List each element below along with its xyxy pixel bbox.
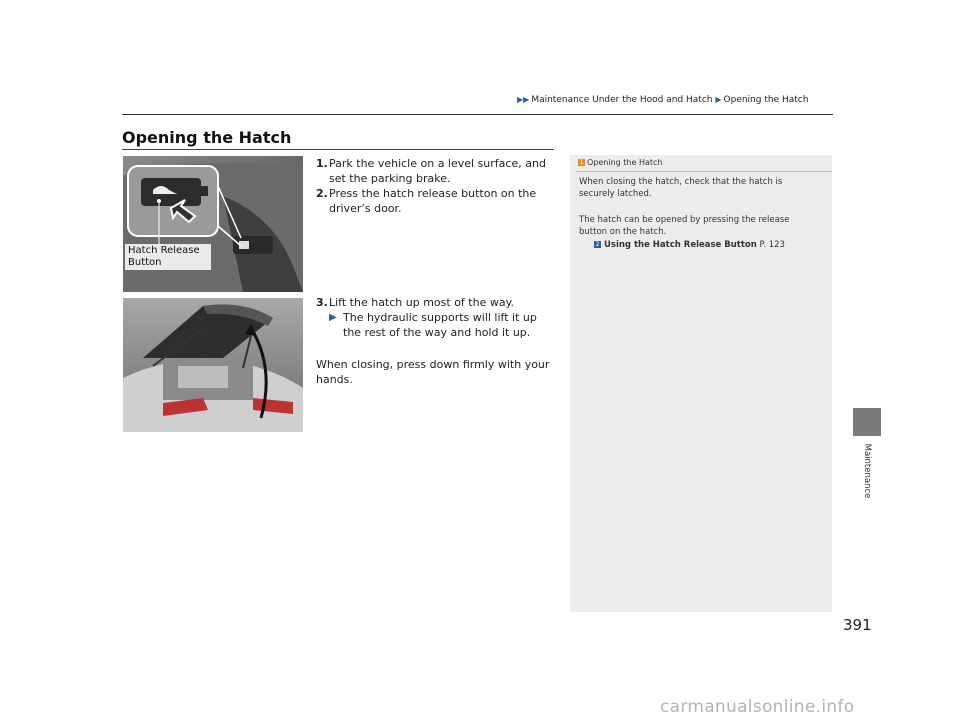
callout-line: Hatch Release bbox=[128, 245, 200, 256]
step-number: 1. bbox=[316, 157, 328, 170]
reference-page: P. 123 bbox=[759, 240, 785, 250]
step-3 bbox=[316, 295, 552, 310]
sidebar-note bbox=[570, 155, 832, 612]
steps-list bbox=[316, 156, 552, 216]
door-panel-drawing bbox=[123, 156, 303, 292]
title-divider bbox=[122, 149, 554, 150]
page-number: 391 bbox=[843, 616, 872, 634]
step-3-result bbox=[316, 310, 552, 340]
step-1 bbox=[316, 156, 552, 186]
hatch-release-button-callout bbox=[125, 244, 211, 270]
step-3-block bbox=[316, 295, 552, 340]
header-divider bbox=[122, 114, 833, 115]
sidebar-paragraph: When closing the hatch, check that the hatch is securely latched. bbox=[579, 177, 783, 199]
step-2 bbox=[316, 186, 552, 216]
sidebar-divider bbox=[576, 171, 832, 172]
open-hatch-illustration bbox=[123, 298, 303, 432]
section-tab-marker bbox=[853, 408, 881, 436]
open-hatch-drawing bbox=[123, 298, 303, 432]
breadcrumb bbox=[517, 95, 808, 105]
step-sub-text: The hydraulic supports will lift it up the rest of the way and hold it up. bbox=[343, 311, 537, 339]
reference-arrow-icon: 2 bbox=[595, 241, 600, 248]
reference-link[interactable]: Using the Hatch Release Button bbox=[604, 240, 757, 250]
section-tab-text: Maintenance bbox=[862, 443, 872, 499]
breadcrumb-arrow-icon: ▶ bbox=[715, 95, 722, 104]
closing-note: When closing, press down firmly with your hands. bbox=[316, 358, 550, 386]
sidebar-heading bbox=[578, 158, 662, 167]
breadcrumb-item: Opening the Hatch bbox=[723, 95, 809, 105]
sidebar-paragraph: The hatch can be opened by pressing the release button on the hatch. bbox=[579, 215, 790, 237]
breadcrumb-arrow-icon: ▶▶ bbox=[517, 95, 530, 104]
hatch-release-button-illustration bbox=[123, 156, 303, 292]
result-arrow-icon: ▶ bbox=[329, 312, 337, 323]
section-tab-label bbox=[855, 440, 879, 504]
watermark: carmanualsonline.info bbox=[660, 697, 855, 717]
page-title: Opening the Hatch bbox=[122, 128, 292, 147]
sidebar-heading-text: Opening the Hatch bbox=[587, 158, 663, 167]
step-number: 2. bbox=[316, 187, 328, 200]
cross-reference[interactable] bbox=[594, 240, 785, 250]
note-icon: 1 bbox=[579, 159, 584, 166]
step-text: Park the vehicle on a level surface, and set the parking brake. bbox=[329, 157, 546, 185]
callout-line: Button bbox=[128, 257, 162, 268]
step-text: Press the hatch release button on the driver’s door. bbox=[329, 187, 537, 215]
breadcrumb-item: Maintenance Under the Hood and Hatch bbox=[531, 95, 713, 105]
step-text: Lift the hatch up most of the way. bbox=[329, 296, 515, 309]
step-number: 3. bbox=[316, 296, 328, 309]
